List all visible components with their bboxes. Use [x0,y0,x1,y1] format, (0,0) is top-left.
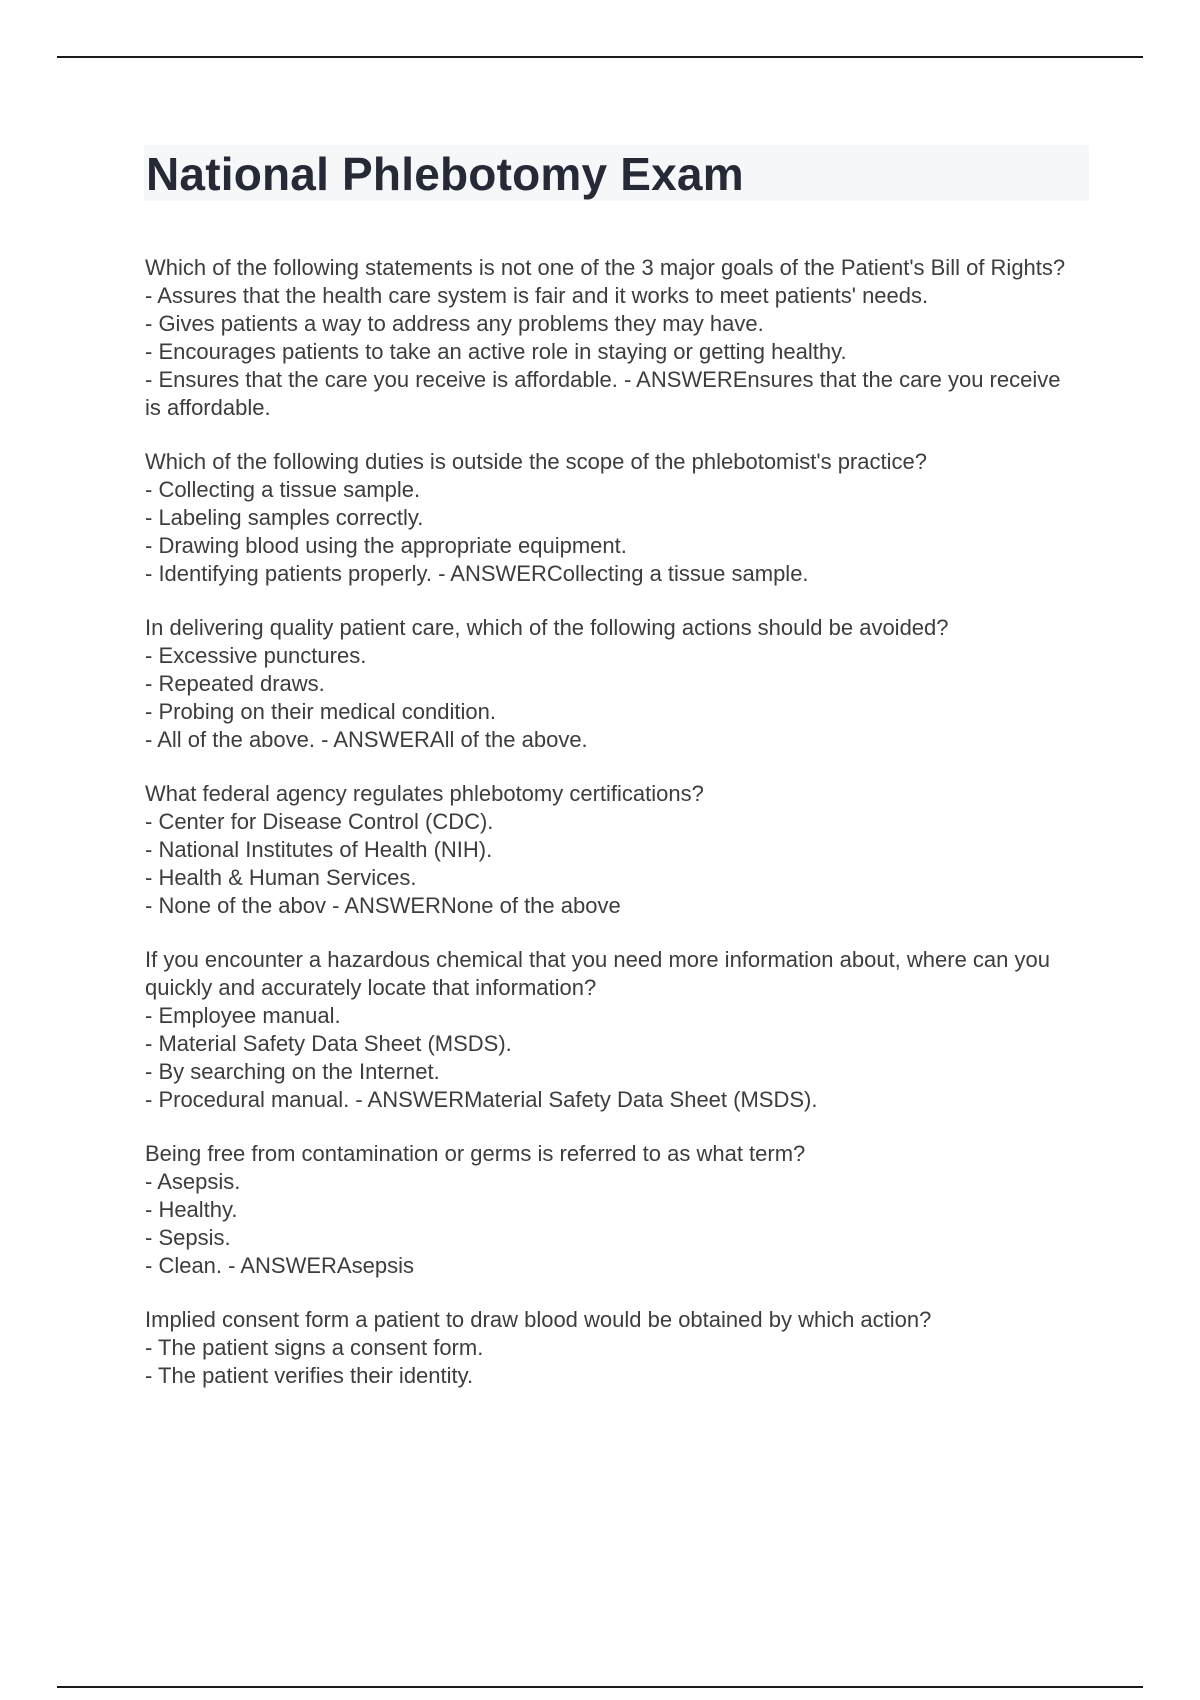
header-rule [57,56,1143,58]
answer-option: - By searching on the Internet. [145,1059,440,1084]
answer-option: - The patient verifies their identity. [145,1363,474,1388]
answer-option: - Labeling samples correctly. [145,505,424,530]
question-list [145,254,1080,1416]
question-block [145,448,1080,588]
question-text: What federal agency regulates phlebotomy certifications? [145,781,704,806]
answer-option-with-answer: - Identifying patients properly. - ANSWERCollecting a tissue sample. [145,561,809,586]
answer-option: - Collecting a tissue sample. [145,477,421,502]
question-block [145,780,1080,920]
answer-option: - Encourages patients to take an active role in staying or getting healthy. [145,339,847,364]
question-block [145,946,1080,1114]
question-text: Implied consent form a patient to draw blood would be obtained by which action? [145,1307,932,1332]
question-text: Being free from contamination or germs is referred to as what term? [145,1141,806,1166]
question-block [145,614,1080,754]
answer-option: - Gives patients a way to address any problems they may have. [145,311,764,336]
answer-option: - Asepsis. [145,1169,241,1194]
question-text: Which of the following statements is not one of the 3 major goals of the Patient's Bill of Rights? [145,255,1066,280]
answer-option-with-answer: - None of the abov - ANSWERNone of the above [145,893,621,918]
answer-option: - Employee manual. [145,1003,341,1028]
question-text: If you encounter a hazardous chemical that you need more information about, where can you quickly and accurately locate that information? [145,947,1050,1000]
answer-option: - Probing on their medical condition. [145,699,496,724]
answer-option-with-answer: - Procedural manual. - ANSWERMaterial Safety Data Sheet (MSDS). [145,1087,818,1112]
question-text: In delivering quality patient care, which of the following actions should be avoided? [145,615,949,640]
question-block [145,1306,1080,1390]
answer-option: - Health & Human Services. [145,865,417,890]
answer-option: - Excessive punctures. [145,643,367,668]
answer-option: - Sepsis. [145,1225,231,1250]
answer-option: - Material Safety Data Sheet (MSDS). [145,1031,512,1056]
question-block [145,1140,1080,1280]
answer-option: - The patient signs a consent form. [145,1335,484,1360]
answer-option: - Drawing blood using the appropriate equipment. [145,533,627,558]
answer-option-with-answer: - Clean. - ANSWERAsepsis [145,1253,414,1278]
answer-option: - Center for Disease Control (CDC). [145,809,494,834]
answer-option: - Assures that the health care system is fair and it works to meet patients' needs. [145,283,929,308]
footer-rule [57,1686,1143,1688]
question-block [145,254,1080,422]
page-title: National Phlebotomy Exam [146,148,744,200]
answer-option: - Repeated draws. [145,671,325,696]
answer-option-with-answer: - Ensures that the care you receive is affordable. - ANSWEREnsures that the care you receive is affordable. [145,367,1061,420]
answer-option-with-answer: - All of the above. - ANSWERAll of the above. [145,727,588,752]
answer-option: - National Institutes of Health (NIH). [145,837,493,862]
answer-option: - Healthy. [145,1197,238,1222]
question-text: Which of the following duties is outside the scope of the phlebotomist's practice? [145,449,927,474]
